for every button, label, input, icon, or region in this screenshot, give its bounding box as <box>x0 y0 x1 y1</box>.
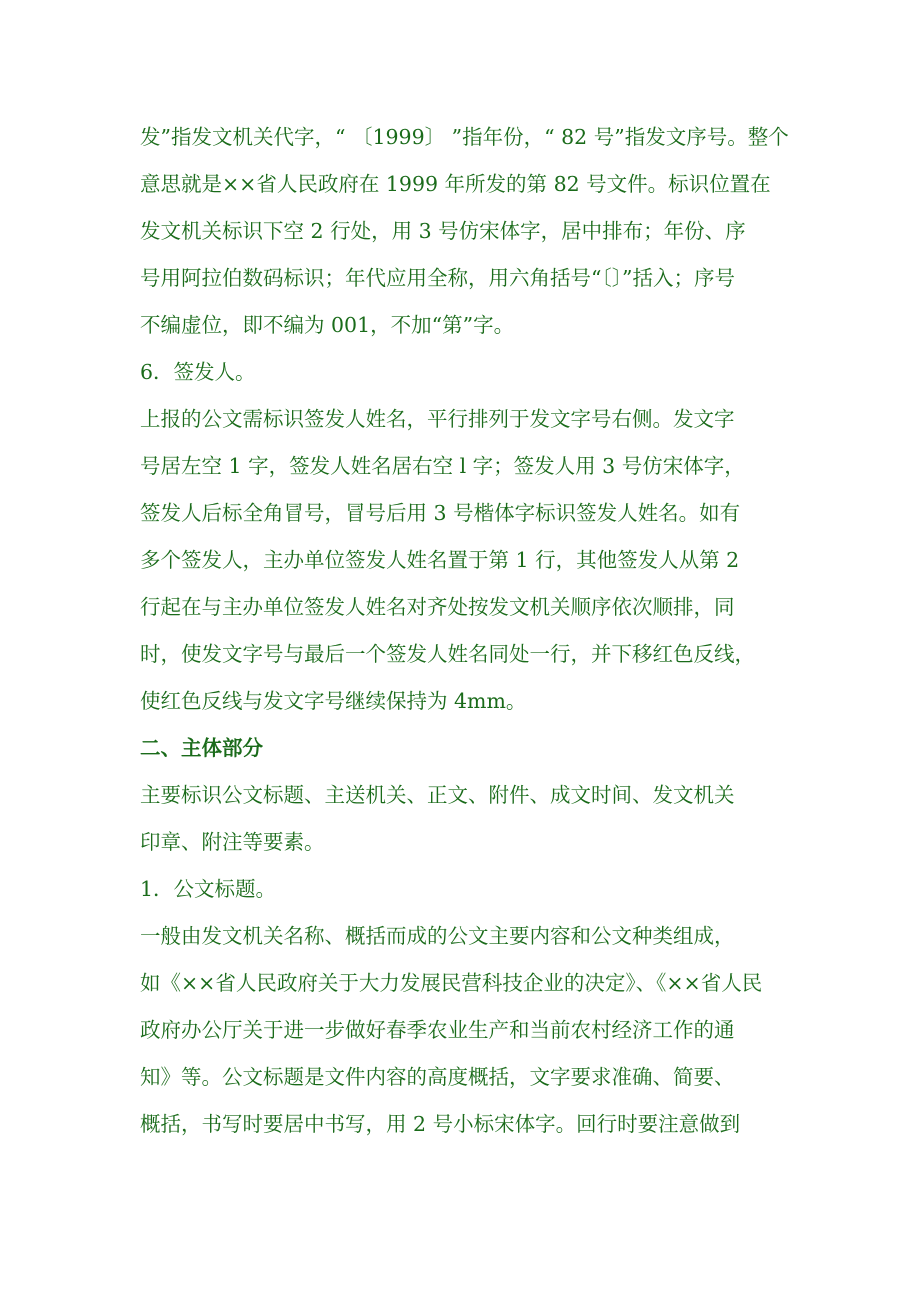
body-line-19: 如《××省人民政府关于大力发展民营科技企业的决定》、《××省人民 <box>140 971 763 995</box>
body-line-2: 意思就是××省人民政府在 1999 年所发的第 82 号文件。标识位置在 <box>140 172 771 196</box>
body-line-4: 号用阿拉伯数码标识；年代应用全称，用六角括号“〔〕”括入；序号 <box>140 266 735 290</box>
body-line-15: 主要标识公文标题、主送机关、正文、附件、成文时间、发文机关 <box>140 783 735 807</box>
section-heading-main-part: 二、主体部分 <box>140 736 263 760</box>
body-line-8: 号居左空 1 字，签发人姓名居右空 l 字；签发人用 3 号仿宋体字， <box>140 454 745 478</box>
body-line-9: 签发人后标全角冒号，冒号后用 3 号楷体字标识签发人姓名。如有 <box>140 501 741 525</box>
body-line-1: 发”指发文机关代字，“ 〔1999〕 ”指年份，“ 82 号”指发文序号。整个 <box>140 125 789 149</box>
body-line-10: 多个签发人，主办单位签发人姓名置于第 1 行，其他签发人从第 2 <box>140 548 740 572</box>
document-body <box>140 114 800 1148</box>
body-line-18: 一般由发文机关名称、概括而成的公文主要内容和公文种类组成， <box>140 924 735 948</box>
body-line-11: 行起在与主办单位签发人姓名对齐处按发文机关顺序依次顺排，同 <box>140 595 735 619</box>
body-line-3: 发文机关标识下空 2 行处，用 3 号仿宋体字，居中排布；年份、序 <box>140 219 746 243</box>
body-line-13: 使红色反线与发文字号继续保持为 4mm。 <box>140 689 527 713</box>
section-item-6-title: 6．签发人。 <box>140 360 256 384</box>
body-line-7: 上报的公文需标识签发人姓名，平行排列于发文字号右侧。发文字 <box>140 407 735 431</box>
body-line-5: 不编虚位，即不编为 001，不加“第”字。 <box>140 313 515 337</box>
body-line-20: 政府办公厅关于进一步做好春季农业生产和当前农村经济工作的通 <box>140 1018 735 1042</box>
body-line-22: 概括，书写时要居中书写，用 2 号小标宋体字。回行时要注意做到 <box>140 1112 741 1136</box>
body-line-12: 时，使发文字号与最后一个签发人姓名同处一行，并下移红色反线， <box>140 642 755 666</box>
section-item-1-title: 1．公文标题。 <box>140 877 277 901</box>
body-line-21: 知》等。公文标题是文件内容的高度概括，文字要求准确、简要、 <box>140 1065 735 1089</box>
body-line-16: 印章、附注等要素。 <box>140 830 325 854</box>
